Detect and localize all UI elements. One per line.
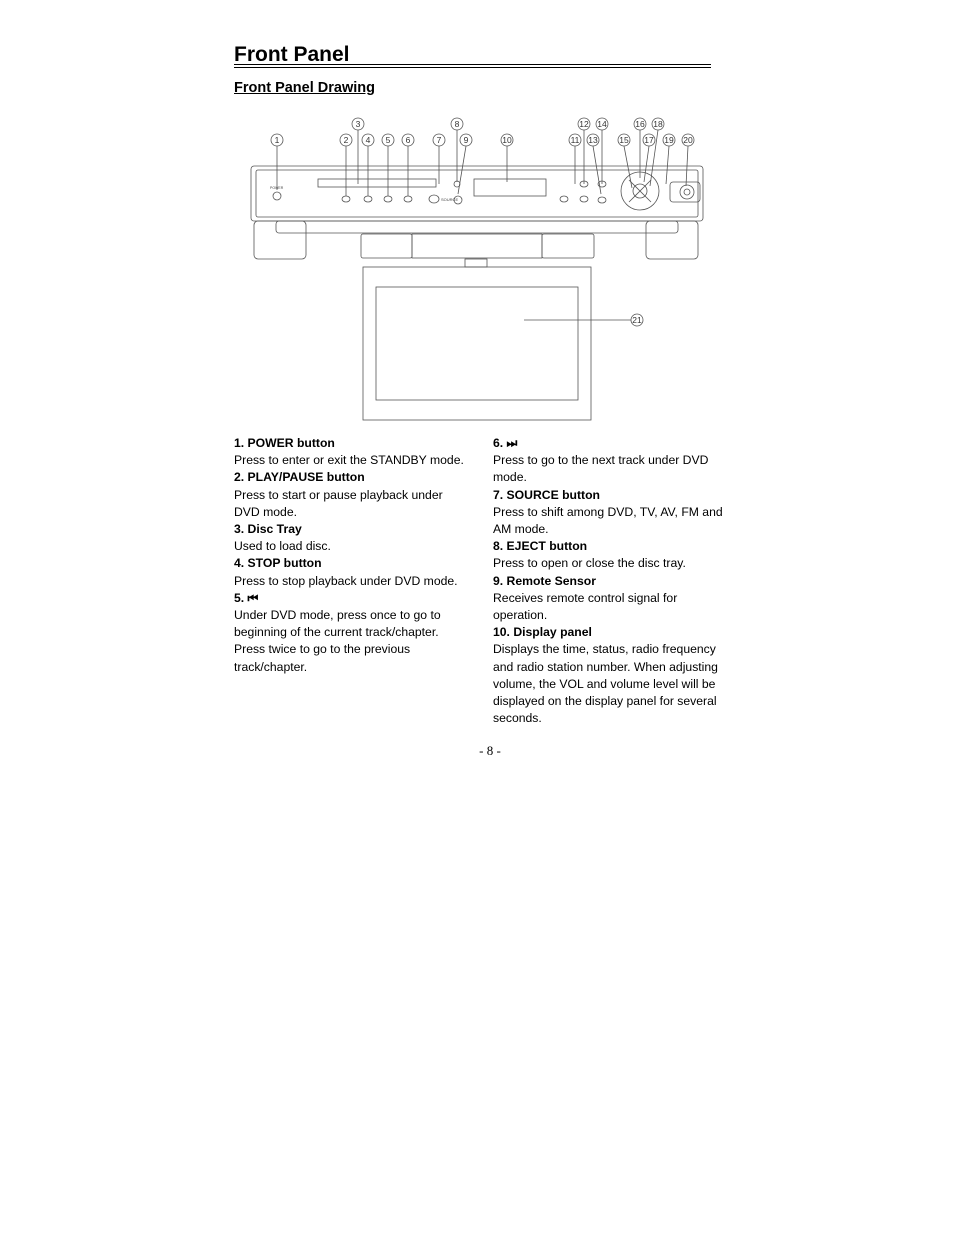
callout-19 xyxy=(663,134,675,146)
svg-text:10: 10 xyxy=(502,135,512,145)
callout-18 xyxy=(652,118,664,130)
item-title: 5. ⏮ xyxy=(234,590,259,605)
svg-text:3: 3 xyxy=(355,119,361,129)
callout-14 xyxy=(596,118,608,130)
svg-text:21: 21 xyxy=(632,315,642,325)
item-description: Press to shift among DVD, TV, AV, FM and AM mode. xyxy=(493,504,723,537)
svg-text:17: 17 xyxy=(644,135,654,145)
svg-text:7: 7 xyxy=(436,135,442,145)
item-description: Under DVD mode, press once to go to beginning of the current track/chapter. Press twice to go to the previous track/chapter. xyxy=(234,608,441,674)
section-subtitle: Front Panel Drawing xyxy=(234,80,375,96)
callout-17 xyxy=(643,134,655,146)
item-title: 10. Display panel xyxy=(493,625,592,640)
callout-3 xyxy=(352,118,364,130)
svg-text:12: 12 xyxy=(579,119,589,129)
svg-text:2: 2 xyxy=(343,135,349,145)
page-title: Front Panel xyxy=(234,43,350,66)
svg-text:4: 4 xyxy=(365,135,371,145)
items-column-right xyxy=(493,435,729,727)
item-title: 7. SOURCE button xyxy=(493,487,600,502)
callout-15 xyxy=(618,134,630,146)
items-column-left xyxy=(234,435,470,676)
item-description: Press to enter or exit the STANDBY mode. xyxy=(234,453,464,468)
svg-text:20: 20 xyxy=(683,135,693,145)
source-label: SOURCE xyxy=(441,197,459,202)
item-title: 8. EJECT button xyxy=(493,539,588,554)
svg-text:13: 13 xyxy=(588,135,598,145)
item-title: 6. ⏭ xyxy=(493,436,518,450)
callout-7 xyxy=(433,134,445,146)
callout-10 xyxy=(501,134,513,146)
callout-20 xyxy=(682,134,694,146)
callout-16 xyxy=(634,118,646,130)
title-underline xyxy=(234,64,711,65)
svg-text:6: 6 xyxy=(405,135,411,145)
item-description: Press to open or close the disc tray. xyxy=(493,556,686,571)
svg-text:9: 9 xyxy=(463,135,469,145)
callout-11 xyxy=(569,134,581,146)
item-title: 2. PLAY/PAUSE button xyxy=(234,470,365,485)
callout-1 xyxy=(271,134,283,146)
item-description: Press to stop playback under DVD mode. xyxy=(234,573,458,588)
svg-text:5: 5 xyxy=(385,135,391,145)
svg-text:16: 16 xyxy=(635,119,645,129)
svg-text:14: 14 xyxy=(597,119,607,129)
callout-12 xyxy=(578,118,590,130)
svg-text:8: 8 xyxy=(454,119,460,129)
item-title: 9. Remote Sensor xyxy=(493,573,596,588)
callout-9 xyxy=(460,134,472,146)
item-description: Displays the time, status, radio frequency and radio station number. When adjusting volume, the VOL and volume level will be displayed on the display panel for several seconds. xyxy=(493,642,718,726)
page-number: - 8 - xyxy=(479,743,501,758)
item-title: 4. STOP button xyxy=(234,556,322,571)
callout-4 xyxy=(362,134,374,146)
callout-5 xyxy=(382,134,394,146)
svg-text:1: 1 xyxy=(274,135,280,145)
item-description: Used to load disc. xyxy=(234,539,331,554)
item-title: 1. POWER button xyxy=(234,436,335,450)
svg-text:19: 19 xyxy=(664,135,674,145)
svg-text:15: 15 xyxy=(619,135,629,145)
front-panel-drawing xyxy=(246,114,712,424)
callout-13 xyxy=(587,134,599,146)
callout-6 xyxy=(402,134,414,146)
item-description: Receives remote control signal for operation. xyxy=(493,590,678,623)
svg-text:11: 11 xyxy=(570,135,580,145)
callout-21 xyxy=(631,314,643,326)
svg-text:18: 18 xyxy=(653,119,663,129)
item-description: Press to go to the next track under DVD mode. xyxy=(493,453,709,485)
callout-2 xyxy=(340,134,352,146)
item-title: 3. Disc Tray xyxy=(234,522,302,537)
item-description: Press to start or pause playback under DVD mode. xyxy=(234,487,443,519)
callout-8 xyxy=(451,118,463,130)
power-label: POWER xyxy=(270,186,284,190)
title-underline-thin xyxy=(234,67,711,68)
